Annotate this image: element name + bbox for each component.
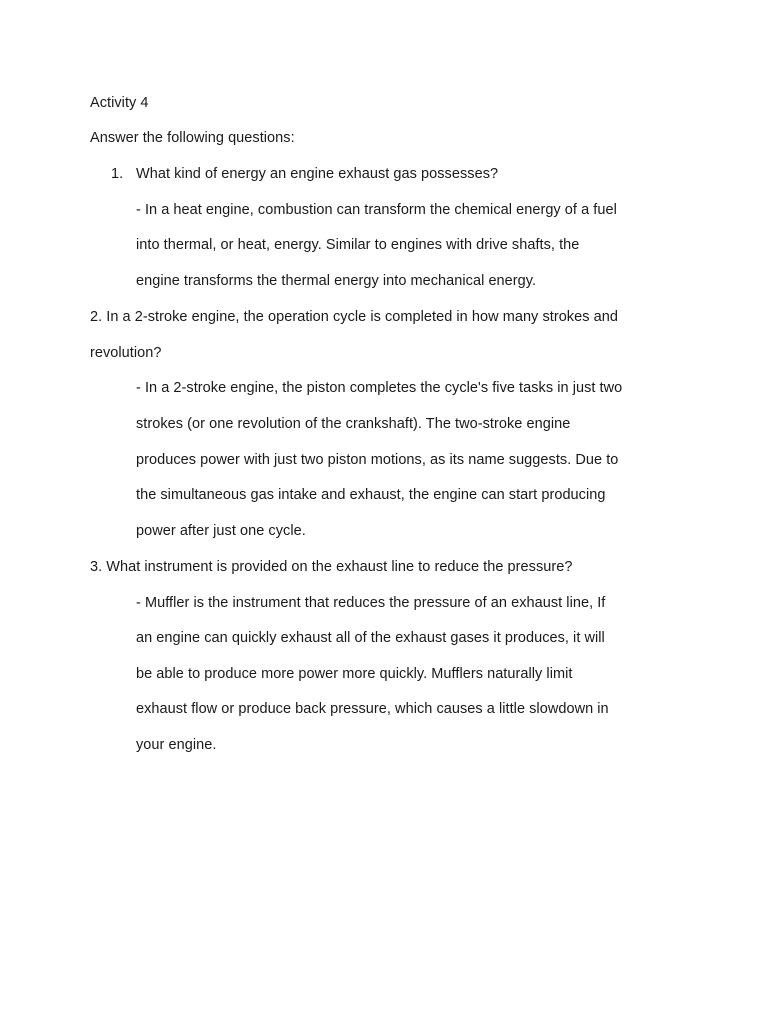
answer-1-line: into thermal, or heat, energy. Similar to engines with drive shafts, the: [136, 237, 580, 253]
answer-2-line: produces power with just two piston motions, as its name suggests. Due to: [136, 452, 619, 468]
question-1-number: 1.: [111, 166, 124, 182]
answer-3-line: your engine.: [136, 737, 217, 753]
answer-1-line: - In a heat engine, combustion can transform the chemical energy of a fuel: [136, 202, 617, 218]
instruction-text: Answer the following questions:: [90, 130, 295, 146]
answer-2-line: strokes (or one revolution of the crankshaft). The two-stroke engine: [136, 416, 571, 432]
answer-2-line: the simultaneous gas intake and exhaust, the engine can start producing: [136, 487, 606, 503]
question-2-line: 2. In a 2-stroke engine, the operation cycle is completed in how many strokes and: [90, 309, 618, 325]
question-3-text: 3. What instrument is provided on the exhaust line to reduce the pressure?: [90, 559, 573, 575]
answer-2-line: - In a 2-stroke engine, the piston completes the cycle's five tasks in just two: [136, 380, 623, 396]
question-2-line: revolution?: [90, 345, 162, 361]
answer-3-line: an engine can quickly exhaust all of the exhaust gases it produces, it will: [136, 630, 605, 646]
question-1-text: What kind of energy an engine exhaust gas possesses?: [136, 166, 499, 182]
answer-3-line: be able to produce more power more quickly. Mufflers naturally limit: [136, 666, 573, 682]
answer-2-line: power after just one cycle.: [136, 523, 306, 539]
answer-3-line: exhaust flow or produce back pressure, which causes a little slowdown in: [136, 701, 609, 717]
answer-3-line: - Muffler is the instrument that reduces the pressure of an exhaust line, If: [136, 595, 606, 611]
activity-title: Activity 4: [90, 95, 149, 111]
answer-1-line: engine transforms the thermal energy into mechanical energy.: [136, 273, 537, 289]
